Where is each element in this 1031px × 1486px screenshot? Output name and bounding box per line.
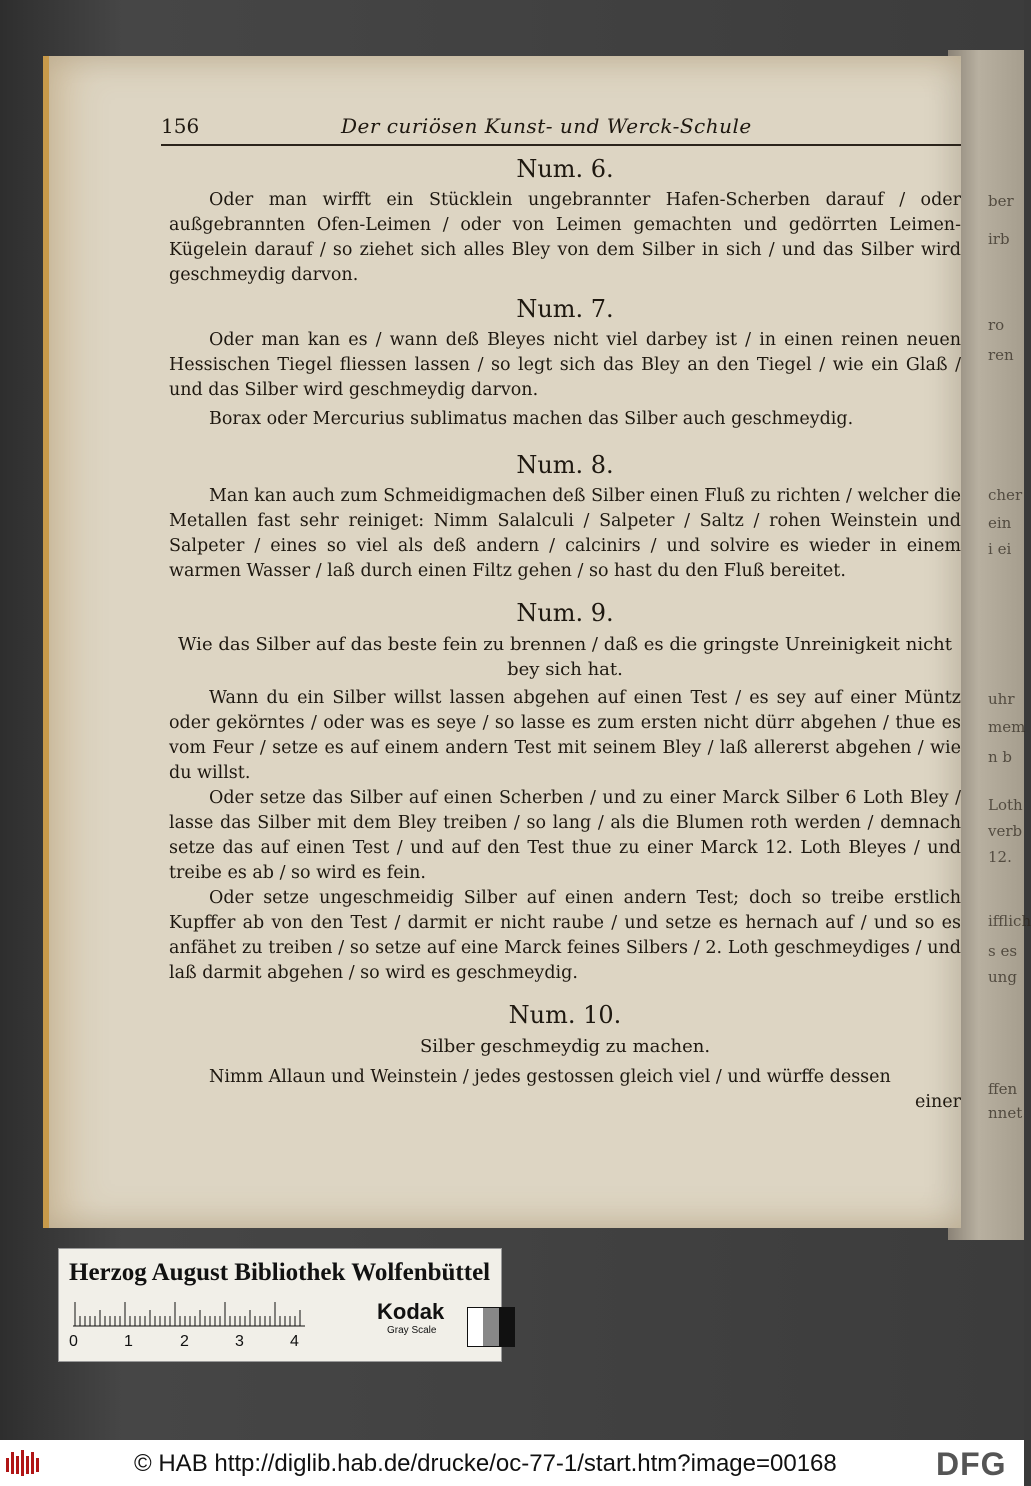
paragraph: Oder setze das Silber auf einen Scherben / und zu einer Marck Silber 6 Loth Bley / lasse das Silber mit dem Bley treiben / so lang / als die Blumen roth werden / demnach setze das auf einen Test / und auf den Test thue zu einer Marck 12. Loth Bleyes / und treibe es ab / so wird es fein.: [169, 788, 961, 883]
dfg-logo: DFG: [936, 1446, 1007, 1482]
ruler-number: 1: [124, 1333, 133, 1350]
ruler-number: 2: [180, 1333, 189, 1350]
footer-bar: [0, 1440, 1024, 1486]
catchword: einer: [915, 1092, 961, 1112]
running-title: Der curiösen Kunst- und Werck-Schule: [341, 114, 752, 138]
section-heading: Num. 8.: [516, 451, 614, 479]
kodak-logo: Kodak: [377, 1299, 445, 1324]
ruler-scale: [73, 1301, 305, 1327]
ruler-number: 3: [235, 1333, 244, 1350]
section-heading: Num. 10.: [508, 1001, 622, 1029]
gray-scale-label: Gray Scale: [387, 1325, 437, 1336]
facing-fragment: ifflich: [988, 912, 1031, 930]
copyright-url: © HAB http://diglib.hab.de/drucke/oc-77-1/start.htm?image=00168: [134, 1450, 837, 1477]
facing-fragment: verb: [988, 822, 1023, 840]
paragraph: Wann du ein Silber willst lassen abgehen auf einen Test / es sey auf einer Müntz oder gekörntes / oder was es seye / so lasse es zum ersten nicht dürr abgehen / thue es vom Feur / setze es auf einem andern Test mit seinem Bley / laß allererst abgehen / wie du willst.: [169, 688, 961, 783]
facing-fragment: n b: [988, 748, 1013, 766]
gray-swatch: [467, 1307, 515, 1347]
facing-fragment: uhr: [988, 690, 1015, 708]
library-name: Herzog August Bibliothek Wolfenbüttel: [69, 1259, 491, 1286]
ruler-number: 4: [290, 1333, 299, 1350]
section-heading: Num. 6.: [516, 155, 614, 183]
page-body: [169, 148, 961, 1115]
paragraph: Oder setze ungeschmeidig Silber auf einen andern Test; doch so treibe erstlich Kupffer ab von den Test / darmit er nicht raube / und setze es hernach auf / und so es anfähet zu treiben / so setze auf eine Marck feines Silbers / 2. Loth geschmeydiges / und laß darmit abgehen / so wird es geschmeydig.: [169, 888, 961, 983]
facing-fragment: mem: [988, 718, 1026, 736]
section-subheading: Wie das Silber auf das beste fein zu brennen / daß es die gringste Unreinigkeit nicht bey sich hat.: [178, 634, 952, 680]
facing-fragment: irb: [988, 230, 1010, 248]
book-page: [43, 56, 961, 1228]
paragraph: Oder man wirfft ein Stücklein ungebrannter Hafen-Scherben darauf / oder außgebrannten Ofen-Leimen / oder von Leimen gemachten und gedörrten Leimen-Kügelein darauf / so ziehet sich alles Bley von dem Silber in sich / und das Silber wird geschmeydig darvon.: [169, 190, 961, 285]
hab-logo-icon: [6, 1448, 42, 1478]
facing-fragment: ro: [988, 316, 1005, 334]
facing-fragment: nnet: [988, 1104, 1023, 1122]
facing-fragment: ber: [988, 192, 1014, 210]
section-heading: Num. 7.: [516, 295, 614, 323]
facing-fragment: ein: [988, 514, 1012, 532]
library-color-card: [58, 1248, 502, 1362]
facing-fragment: 12.: [988, 848, 1012, 866]
paragraph: Oder man kan es / wann deß Bleyes nicht viel darbey ist / in einen reinen neuen Hessischen Tiegel fliessen lassen / so legt sich das Bley an den Tiegel / wie ein Glaß / und das Silber wird geschmeydig darvon.: [169, 330, 961, 400]
facing-fragment: ung: [988, 968, 1017, 986]
facing-fragment: i ei: [988, 540, 1012, 558]
paragraph: Borax oder Mercurius sublimatus machen das Silber auch geschmeydig.: [209, 409, 854, 429]
section-heading: Num. 9.: [516, 599, 614, 627]
ruler-number: 0: [69, 1333, 78, 1350]
facing-fragment: ffen: [988, 1080, 1018, 1098]
facing-fragment: ren: [988, 346, 1014, 364]
section-subheading: Silber geschmeydig zu machen.: [419, 1036, 711, 1057]
facing-fragment: Loth: [988, 796, 1023, 814]
facing-fragment: cher: [988, 486, 1023, 504]
facing-fragment: s es: [988, 942, 1018, 960]
paragraph: Nimm Allaun und Weinstein / jedes gestossen gleich viel / und würffe dessen: [209, 1067, 891, 1087]
running-header: [161, 114, 961, 146]
page-number: 156: [161, 114, 200, 138]
paragraph: Man kan auch zum Schmeidigmachen deß Silber einen Fluß zu richten / welcher die Metallen fast sehr reiniget: Nimm Salalculi / Salpeter / Saltz / rohen Weinstein und Salpeter / eines so viel als deß andern / calcinirs / und solvire es wieder in einem warmen Wasser / laß durch einen Filtz gehen / so hast du den Fluß bereitet.: [169, 486, 961, 581]
